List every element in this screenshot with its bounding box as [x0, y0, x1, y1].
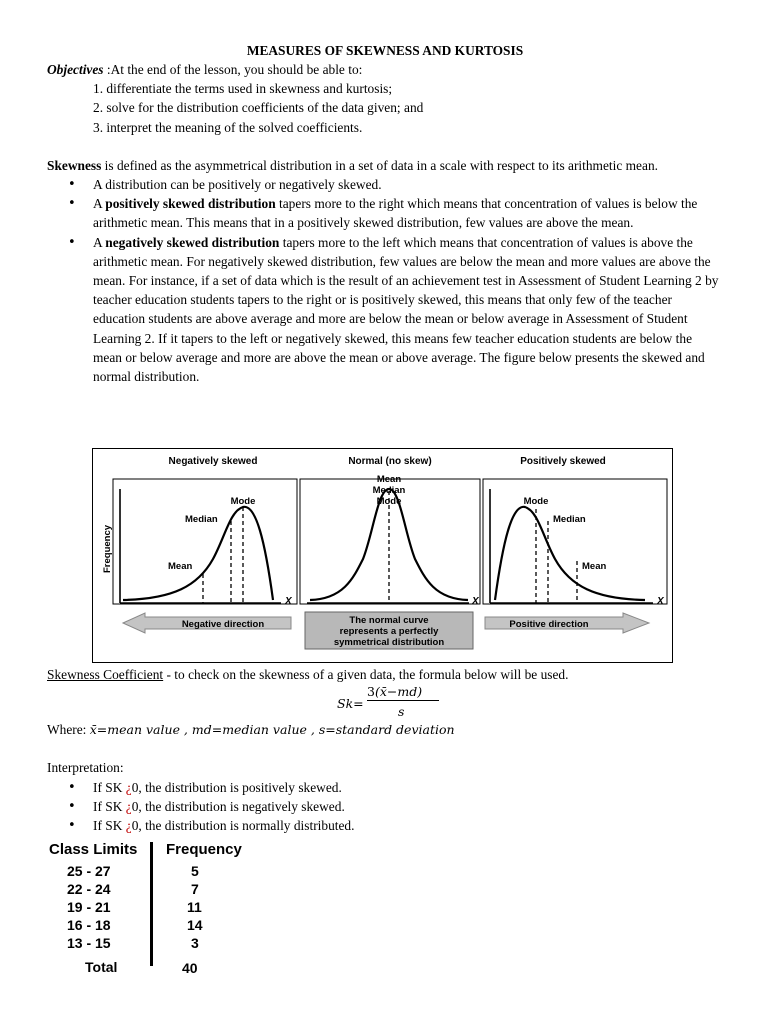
table-row-frequency: 7 [191, 881, 199, 897]
coefficient-heading: Skewness Coefficient [47, 667, 164, 682]
table-row-limits: 16 - 18 [67, 917, 111, 933]
interpretation-heading: Interpretation: [47, 760, 124, 776]
table-header-frequency: Frequency [166, 841, 242, 858]
table-row-limits: 25 - 27 [67, 863, 111, 879]
frequency-table [47, 838, 267, 978]
table-row-limits: 13 - 15 [67, 935, 111, 951]
skewness-diagram [93, 449, 672, 662]
bullet-item [93, 233, 723, 387]
normal-mean-label: Mean [376, 474, 402, 485]
normal-box-line2: represents a perfectly [339, 626, 439, 637]
table-total-label: Total [85, 959, 118, 975]
skewness-definition [47, 156, 723, 175]
interp-symbol: ¿ [125, 798, 132, 814]
panel-pos-frame [483, 479, 667, 604]
panel-pos-title: Positively skewed [520, 456, 606, 467]
objectives-line [47, 60, 723, 79]
table-row-limits: 19 - 21 [67, 899, 111, 915]
formula-row [47, 684, 723, 720]
interpretation-list [47, 778, 723, 836]
where-label: Where: [47, 722, 90, 738]
objective-item: 2. solve for the distribution coefficients of the data given; and [93, 100, 424, 116]
formula-denominator: s [398, 704, 405, 720]
neg-mode-label: Mode [230, 496, 256, 507]
page-title: MEASURES OF SKEWNESS AND KURTOSIS [246, 43, 524, 58]
interpretation-item [93, 816, 723, 835]
bullet-text: A [93, 196, 106, 212]
positive-direction-label: Positive direction [509, 619, 589, 630]
panel-neg-title: Negatively skewed [168, 456, 258, 467]
skewness-term: Skewness [47, 157, 102, 173]
table-row-frequency: 11 [187, 899, 202, 915]
bullet-text: tapers more to the right which means that concentration of values is below the arithmetic mean. This means that in a positively skewed distribution, few values are above the mean. [93, 196, 698, 231]
objectives-intro: :At the end of the lesson, you should be able to: [103, 62, 363, 77]
interp-symbol: ¿ [125, 779, 132, 795]
panel-neg-frame [113, 479, 297, 604]
normal-box-line1: The normal curve [349, 615, 429, 626]
neg-mean-label: Mean [168, 561, 193, 572]
objective-item: 3. interpret the meaning of the solved coefficients. [93, 119, 363, 135]
formula-numerator [367, 682, 422, 701]
pos-x-label: X [657, 596, 664, 607]
negative-direction-label: Negative direction [181, 619, 265, 630]
objectives-list [47, 79, 723, 137]
pos-mean-label: Mean [582, 561, 607, 572]
bullet-item [93, 175, 723, 194]
pos-mode-label: Mode [523, 496, 549, 507]
where-line [47, 720, 723, 739]
table-row-frequency: 3 [191, 935, 199, 951]
table-row-limits: 22 - 24 [67, 881, 111, 897]
table-row-frequency: 14 [187, 917, 203, 933]
objectives-label: Objectives [47, 62, 104, 77]
skewness-bullets [47, 175, 723, 386]
interp-pre: If SK [93, 779, 126, 795]
coefficient-text: - to check on the skewness of a given data, the formula below will be used. [163, 667, 569, 682]
interpretation-item [93, 797, 723, 816]
document-page [47, 41, 723, 386]
panel-normal-title: Normal (no skew) [348, 456, 432, 467]
formula-lhs: Sk= [337, 696, 364, 712]
skewness-figure [92, 448, 673, 663]
interp-post: 0, the distribution is normally distributed. [131, 818, 355, 834]
bullet-text: A [93, 234, 106, 250]
formula-numerator-body: (x̄−md) [374, 684, 423, 700]
normal-box-line3: symmetrical distribution [333, 637, 445, 648]
table-row-frequency: 5 [191, 863, 199, 879]
where-definitions: x̄=mean value , md=median value , s=standard deviation [89, 722, 455, 738]
bullet-text: tapers more to the left which means that concentration of values is above the arithmetic mean. For negatively skewed distribution, few values are below the mean and more values are above the mean. For instance, if a set of data which is the result of an achievement test in Assessment of Student Learning 2 by teacher education students tapers to the right or is positively skewed, this means that only few of the teacher education students are above average and more are below the mean or below average in Assessment of Student Learning 2. If it tapers to the left or negatively skewed, this means few teacher education students are below the mean or below average and more are above the mean or above average. The figure below presents the skewed and normal distribution. [93, 234, 719, 385]
bullet-bold-term: positively skewed distribution [105, 196, 276, 212]
interp-pre: If SK [93, 818, 126, 834]
interp-post: 0, the distribution is negatively skewed. [131, 798, 345, 814]
interpretation-item [93, 778, 723, 797]
table-header-class-limits: Class Limits [49, 841, 138, 858]
pos-median-label: Median [553, 514, 586, 525]
table-divider [150, 842, 153, 966]
skewness-definition-text: is defined as the asymmetrical distribution in a set of data in a scale with respect to its arithmetic mean. [101, 157, 658, 173]
interp-symbol: ¿ [125, 818, 132, 834]
y-axis-label: Frequency [102, 524, 113, 574]
bullet-text: A distribution can be positively or negatively skewed. [93, 177, 382, 193]
normal-mode-label: Mode [376, 496, 402, 507]
interp-pre: If SK [93, 798, 126, 814]
objective-item: 1. differentiate the terms used in skewness and kurtosis; [93, 81, 393, 97]
neg-median-label: Median [185, 514, 218, 525]
normal-x-label: X [472, 596, 479, 607]
bullet-bold-term: negatively skewed distribution [105, 234, 280, 250]
interp-post: 0, the distribution is positively skewed. [131, 779, 342, 795]
normal-median-label: Median [372, 485, 406, 496]
formula-coefficient: 3 [367, 684, 375, 700]
bullet-item [93, 194, 723, 232]
fraction-bar [367, 700, 439, 701]
coefficient-section [47, 665, 723, 835]
neg-x-label: X [285, 596, 292, 607]
table-total-value: 40 [182, 960, 198, 976]
